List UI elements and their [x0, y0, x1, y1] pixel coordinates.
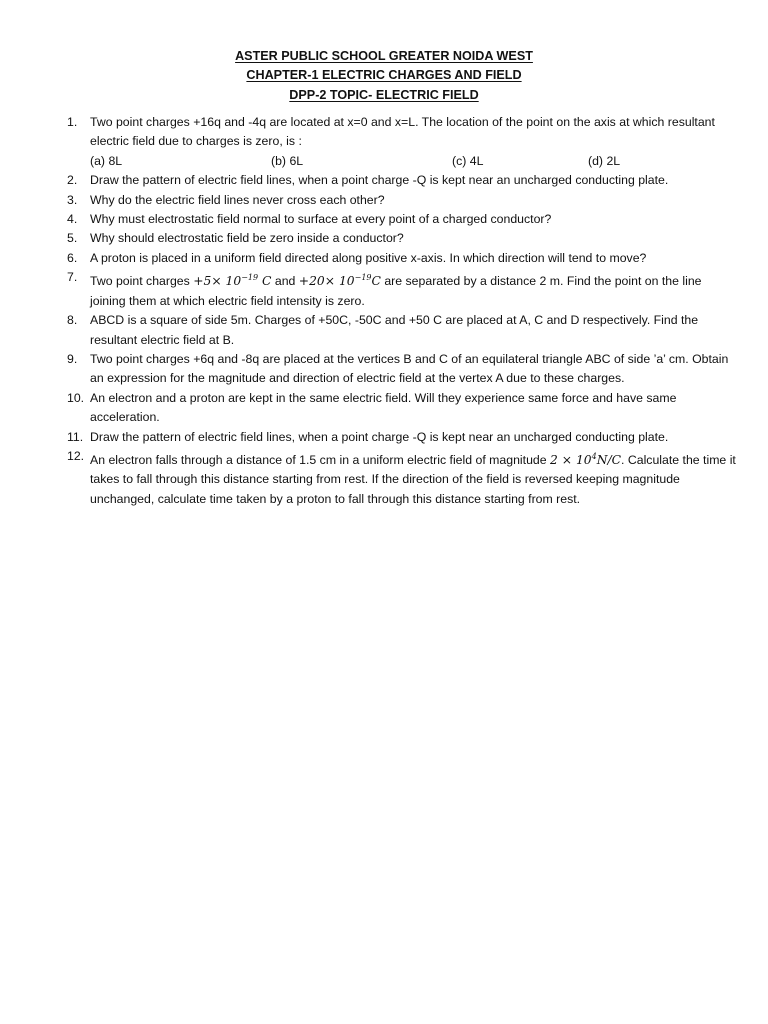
question-6 — [67, 249, 737, 268]
question-list — [67, 113, 737, 509]
math-unit: C — [258, 274, 272, 289]
topic-title: DPP-2 TOPIC- ELECTRIC FIELD — [289, 87, 479, 102]
question-3 — [67, 191, 737, 210]
chapter-title: CHAPTER-1 ELECTRIC CHARGES AND FIELD — [246, 68, 522, 83]
question-number: 6. — [67, 250, 78, 265]
question-text: Why do the electric field lines never cross each other? — [90, 192, 385, 207]
text-segment: Two point charges — [90, 274, 194, 289]
question-9 — [67, 350, 737, 389]
math-base: +5× 10 — [193, 274, 242, 289]
question-number: 11. — [67, 429, 84, 444]
question-number: 10. — [67, 390, 85, 405]
question-number: 12. — [67, 448, 85, 463]
question-number: 4. — [67, 212, 78, 227]
math-expression — [550, 453, 621, 467]
math-base: +20× 10 — [298, 274, 355, 289]
option-b: (b) 6L — [271, 153, 304, 168]
question-text: Why must electrostatic field normal to surface at every point of a charged conductor? — [90, 212, 552, 227]
math-exponent: 4 — [591, 451, 597, 461]
math-exponent: −19 — [354, 273, 372, 283]
math-unit: N/C — [596, 453, 622, 468]
school-name: ASTER PUBLIC SCHOOL GREATER NOIDA WEST — [235, 49, 533, 63]
question-text: Two point charges +6q and -8q are placed at the vertices B and C of an equilateral triangle ABC of side ’a’ cm. Obtain an expression for the magnitude and direction of electric field at the vertex A due to these charges. — [90, 351, 729, 386]
question-number: 9. — [67, 351, 78, 366]
question-text — [90, 268, 737, 311]
option-c: (c) 4L — [452, 153, 484, 168]
question-number: 1. — [67, 115, 78, 129]
question-number: 2. — [67, 173, 78, 188]
question-number: 8. — [67, 313, 78, 328]
question-number: 3. — [67, 192, 78, 207]
question-text: Draw the pattern of electric field lines, when a point charge -Q is kept near an uncharged conducting plate. — [90, 429, 669, 444]
text-segment: are separated by a distance 2 m. Find the point on the line joining them at which electric field intensity is zero. — [90, 274, 702, 308]
question-text: A proton is placed in a uniform field directed along positive x-axis. In which direction will tend to move? — [90, 250, 647, 265]
option-d: (d) 2L — [588, 153, 621, 168]
question-number: 7. — [67, 270, 78, 285]
question-5 — [67, 229, 737, 248]
option-a: (a) 8L — [90, 153, 123, 168]
answer-options — [90, 152, 737, 171]
question-1 — [67, 113, 737, 171]
question-text: An electron and a proton are kept in the same electric field. Will they experience same force and have same acceleration. — [90, 390, 677, 425]
question-7 — [67, 268, 737, 311]
question-text — [90, 447, 737, 509]
document-header — [0, 47, 768, 105]
math-expression — [299, 274, 381, 288]
math-unit: C — [371, 274, 381, 289]
text-segment: An electron falls through a distance of 1.5 cm in a uniform electric field of magnitude — [90, 453, 551, 468]
text-segment: . Calculate the time it takes to fall through this distance starting from rest. If the direction of the field is reversed keeping magnitude unchanged, calculate time taken by a proton to fall through this distance starting from rest. — [90, 453, 736, 506]
question-text: Draw the pattern of electric field lines, when a point charge -Q is kept near an uncharged conducting plate. — [90, 173, 669, 188]
question-12 — [67, 447, 737, 509]
math-exponent: −19 — [241, 273, 259, 283]
question-text: Why should electrostatic field be zero inside a conductor? — [90, 231, 404, 246]
math-base: 2 × 10 — [550, 453, 592, 468]
question-11 — [67, 428, 737, 447]
question-text: ABCD is a square of side 5m. Charges of +50C, -50C and +50 C are placed at A, C and D respectively. Find the resultant electric field at B. — [90, 313, 699, 347]
question-8 — [67, 311, 737, 350]
text-segment: and — [271, 274, 299, 289]
question-10 — [67, 389, 737, 428]
question-4 — [67, 210, 737, 229]
question-2 — [67, 171, 737, 190]
question-text: Two point charges +16q and -4q are located at x=0 and x=L. The location of the point on the axis at which resultant electric field due to charges is zero, is : — [90, 115, 715, 149]
question-number: 5. — [67, 231, 78, 246]
math-expression — [193, 274, 271, 288]
